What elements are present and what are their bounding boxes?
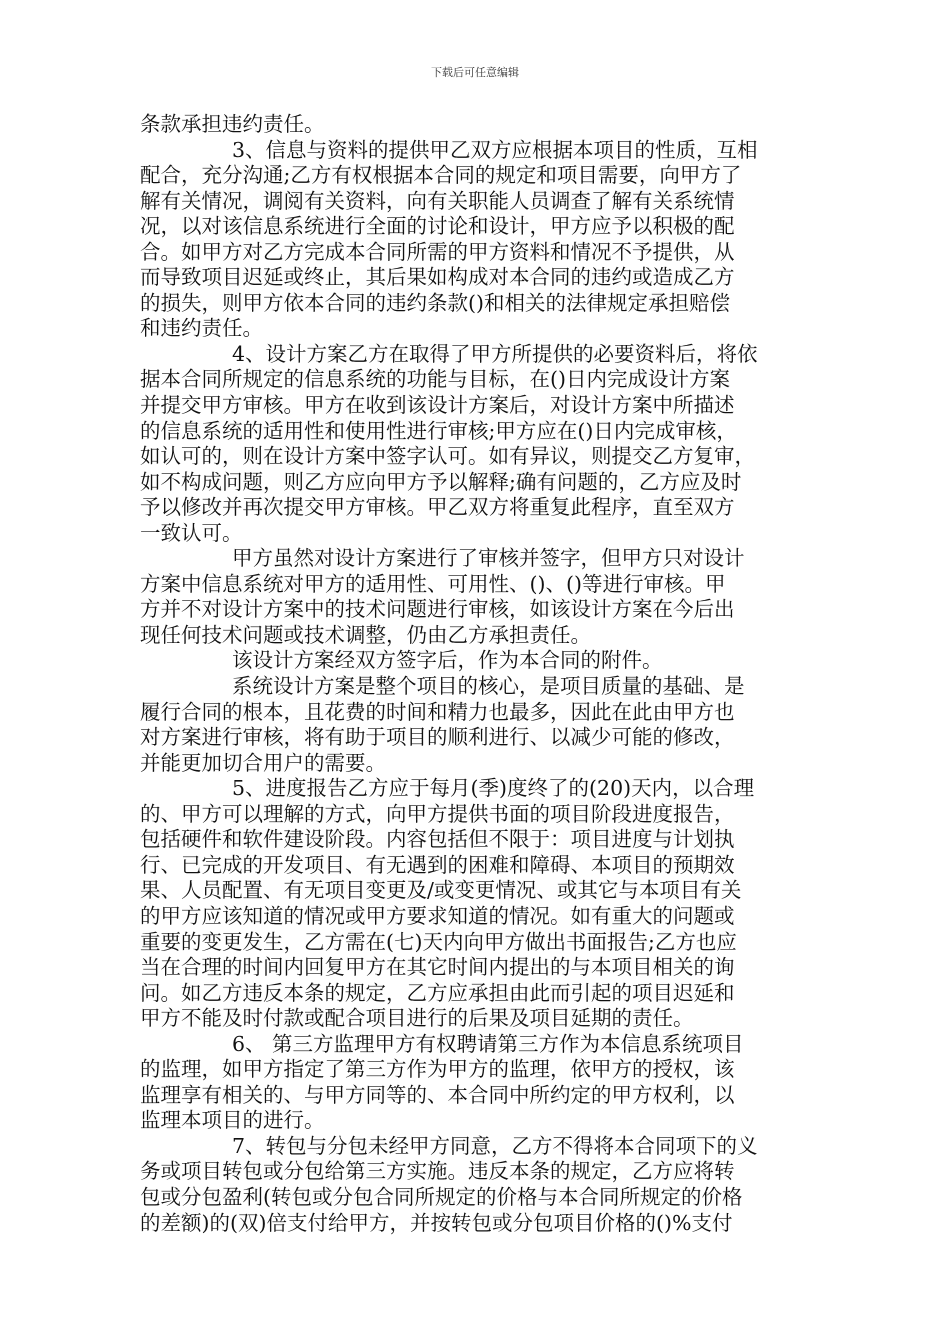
text-line: 务或项目转包或分包给第三方实施。违反本条的规定，乙方应将转	[140, 1159, 735, 1184]
text-line: 监理享有相关的、与甲方同等的、本合同中所约定的甲方权利，以	[140, 1082, 735, 1107]
text-line: 现任何技术问题或技术调整，仍由乙方承担责任。	[140, 622, 591, 647]
paragraph-start-line: 4、设计方案乙方在取得了甲方所提供的必要资料后，将依	[232, 341, 758, 366]
paragraph-start-line: 3、信息与资料的提供甲乙双方应根据本项目的性质，互相	[232, 137, 758, 162]
text-line: 据本合同所规定的信息系统的功能与目标，在()日内完成设计方案	[140, 367, 730, 392]
text-line: 对方案进行审核，将有助于项目的顺利进行、以减少可能的修改，	[140, 725, 735, 750]
text-line: 方案中信息系统对甲方的适用性、可用性、()、()等进行审核。甲	[140, 571, 726, 596]
text-line: 的信息系统的适用性和使用性进行审核;甲方应在()日内完成审核，	[140, 418, 737, 443]
text-line: 的差额)的(双)倍支付给甲方，并按转包或分包项目价格的()%支付	[140, 1210, 733, 1235]
text-line: 包括硬件和软件建设阶段。内容包括但不限于：项目进度与计划执	[140, 827, 735, 852]
paragraph-start-line: 5、进度报告乙方应于每月(季)度终了的(20)天内，以合理	[232, 776, 755, 801]
text-line: 的损失，则甲方依本合同的违约条款()和相关的法律规定承担赔偿	[140, 290, 730, 315]
text-line: 当在合理的时间内回复甲方在其它时间内提出的与本项目相关的询	[140, 955, 735, 980]
text-line: 并能更加切合用户的需要。	[140, 750, 386, 775]
text-line: 而导致项目迟延或终止，其后果如构成对本合同的违约或造成乙方	[140, 265, 735, 290]
text-line: 况，以对该信息系统进行全面的讨论和设计，甲方应予以积极的配	[140, 214, 735, 239]
text-line: 问。如乙方违反本条的规定，乙方应承担由此而引起的项目迟延和	[140, 980, 735, 1005]
text-line: 如不构成问题，则乙方应向甲方予以解释;确有问题的，乙方应及时	[140, 469, 742, 494]
text-line: 合。如甲方对乙方完成本合同所需的甲方资料和情况不予提供，从	[140, 239, 735, 264]
text-line: 包或分包盈利(转包或分包合同所规定的价格与本合同所规定的价格	[140, 1184, 743, 1209]
page-header: 下载后可任意编辑	[431, 66, 519, 79]
text-line: 甲方不能及时付款或配合项目进行的后果及项目延期的责任。	[140, 1006, 694, 1031]
document-body	[140, 112, 820, 1236]
paragraph-start-line: 该设计方案经双方签字后，作为本合同的附件。	[232, 648, 663, 673]
paragraph-start-line: 7、转包与分包未经甲方同意，乙方不得将本合同项下的义	[232, 1133, 758, 1158]
paragraph-start-line: 6、 第三方监理甲方有权聘请第三方作为本信息系统项目	[232, 1031, 744, 1056]
text-line: 如认可的，则在设计方案中签字认可。如有异议，则提交乙方复审，	[140, 444, 755, 469]
text-line: 行、已完成的开发项目、有无遇到的困难和障碍、本项目的预期效	[140, 852, 735, 877]
text-line: 的监理，如甲方指定了第三方作为甲方的监理，依甲方的授权，该	[140, 1057, 735, 1082]
text-line: 予以修改并再次提交甲方审核。甲乙双方将重复此程序，直至双方	[140, 495, 735, 520]
text-line: 和违约责任。	[140, 316, 263, 341]
text-line: 履行合同的根本，且花费的时间和精力也最多，因此在此由甲方也	[140, 699, 735, 724]
text-line: 的、甲方可以理解的方式，向甲方提供书面的项目阶段进度报告，	[140, 801, 735, 826]
text-line: 条款承担违约责任。	[140, 112, 325, 136]
paragraph-start-line: 系统设计方案是整个项目的核心，是项目质量的基础、是	[232, 674, 745, 699]
text-line: 果、人员配置、有无项目变更及/或变更情况、或其它与本项目有关	[140, 878, 742, 903]
text-line: 配合，充分沟通;乙方有权根据本合同的规定和项目需要，向甲方了	[140, 163, 742, 188]
text-line: 一致认可。	[140, 520, 243, 545]
paragraph-start-line: 甲方虽然对设计方案进行了审核并签字，但甲方只对设计	[232, 546, 745, 571]
text-line: 并提交甲方审核。甲方在收到该设计方案后，对设计方案中所描述	[140, 393, 735, 418]
text-line: 监理本项目的进行。	[140, 1108, 325, 1133]
text-line: 解有关情况，调阅有关资料，向有关职能人员调查了解有关系统情	[140, 188, 735, 213]
text-line: 的甲方应该知道的情况或甲方要求知道的情况。如有重大的问题或	[140, 903, 735, 928]
text-line: 方并不对设计方案中的技术问题进行审核，如该设计方案在今后出	[140, 597, 735, 622]
text-line: 重要的变更发生，乙方需在(七)天内向甲方做出书面报告;乙方也应	[140, 929, 737, 954]
